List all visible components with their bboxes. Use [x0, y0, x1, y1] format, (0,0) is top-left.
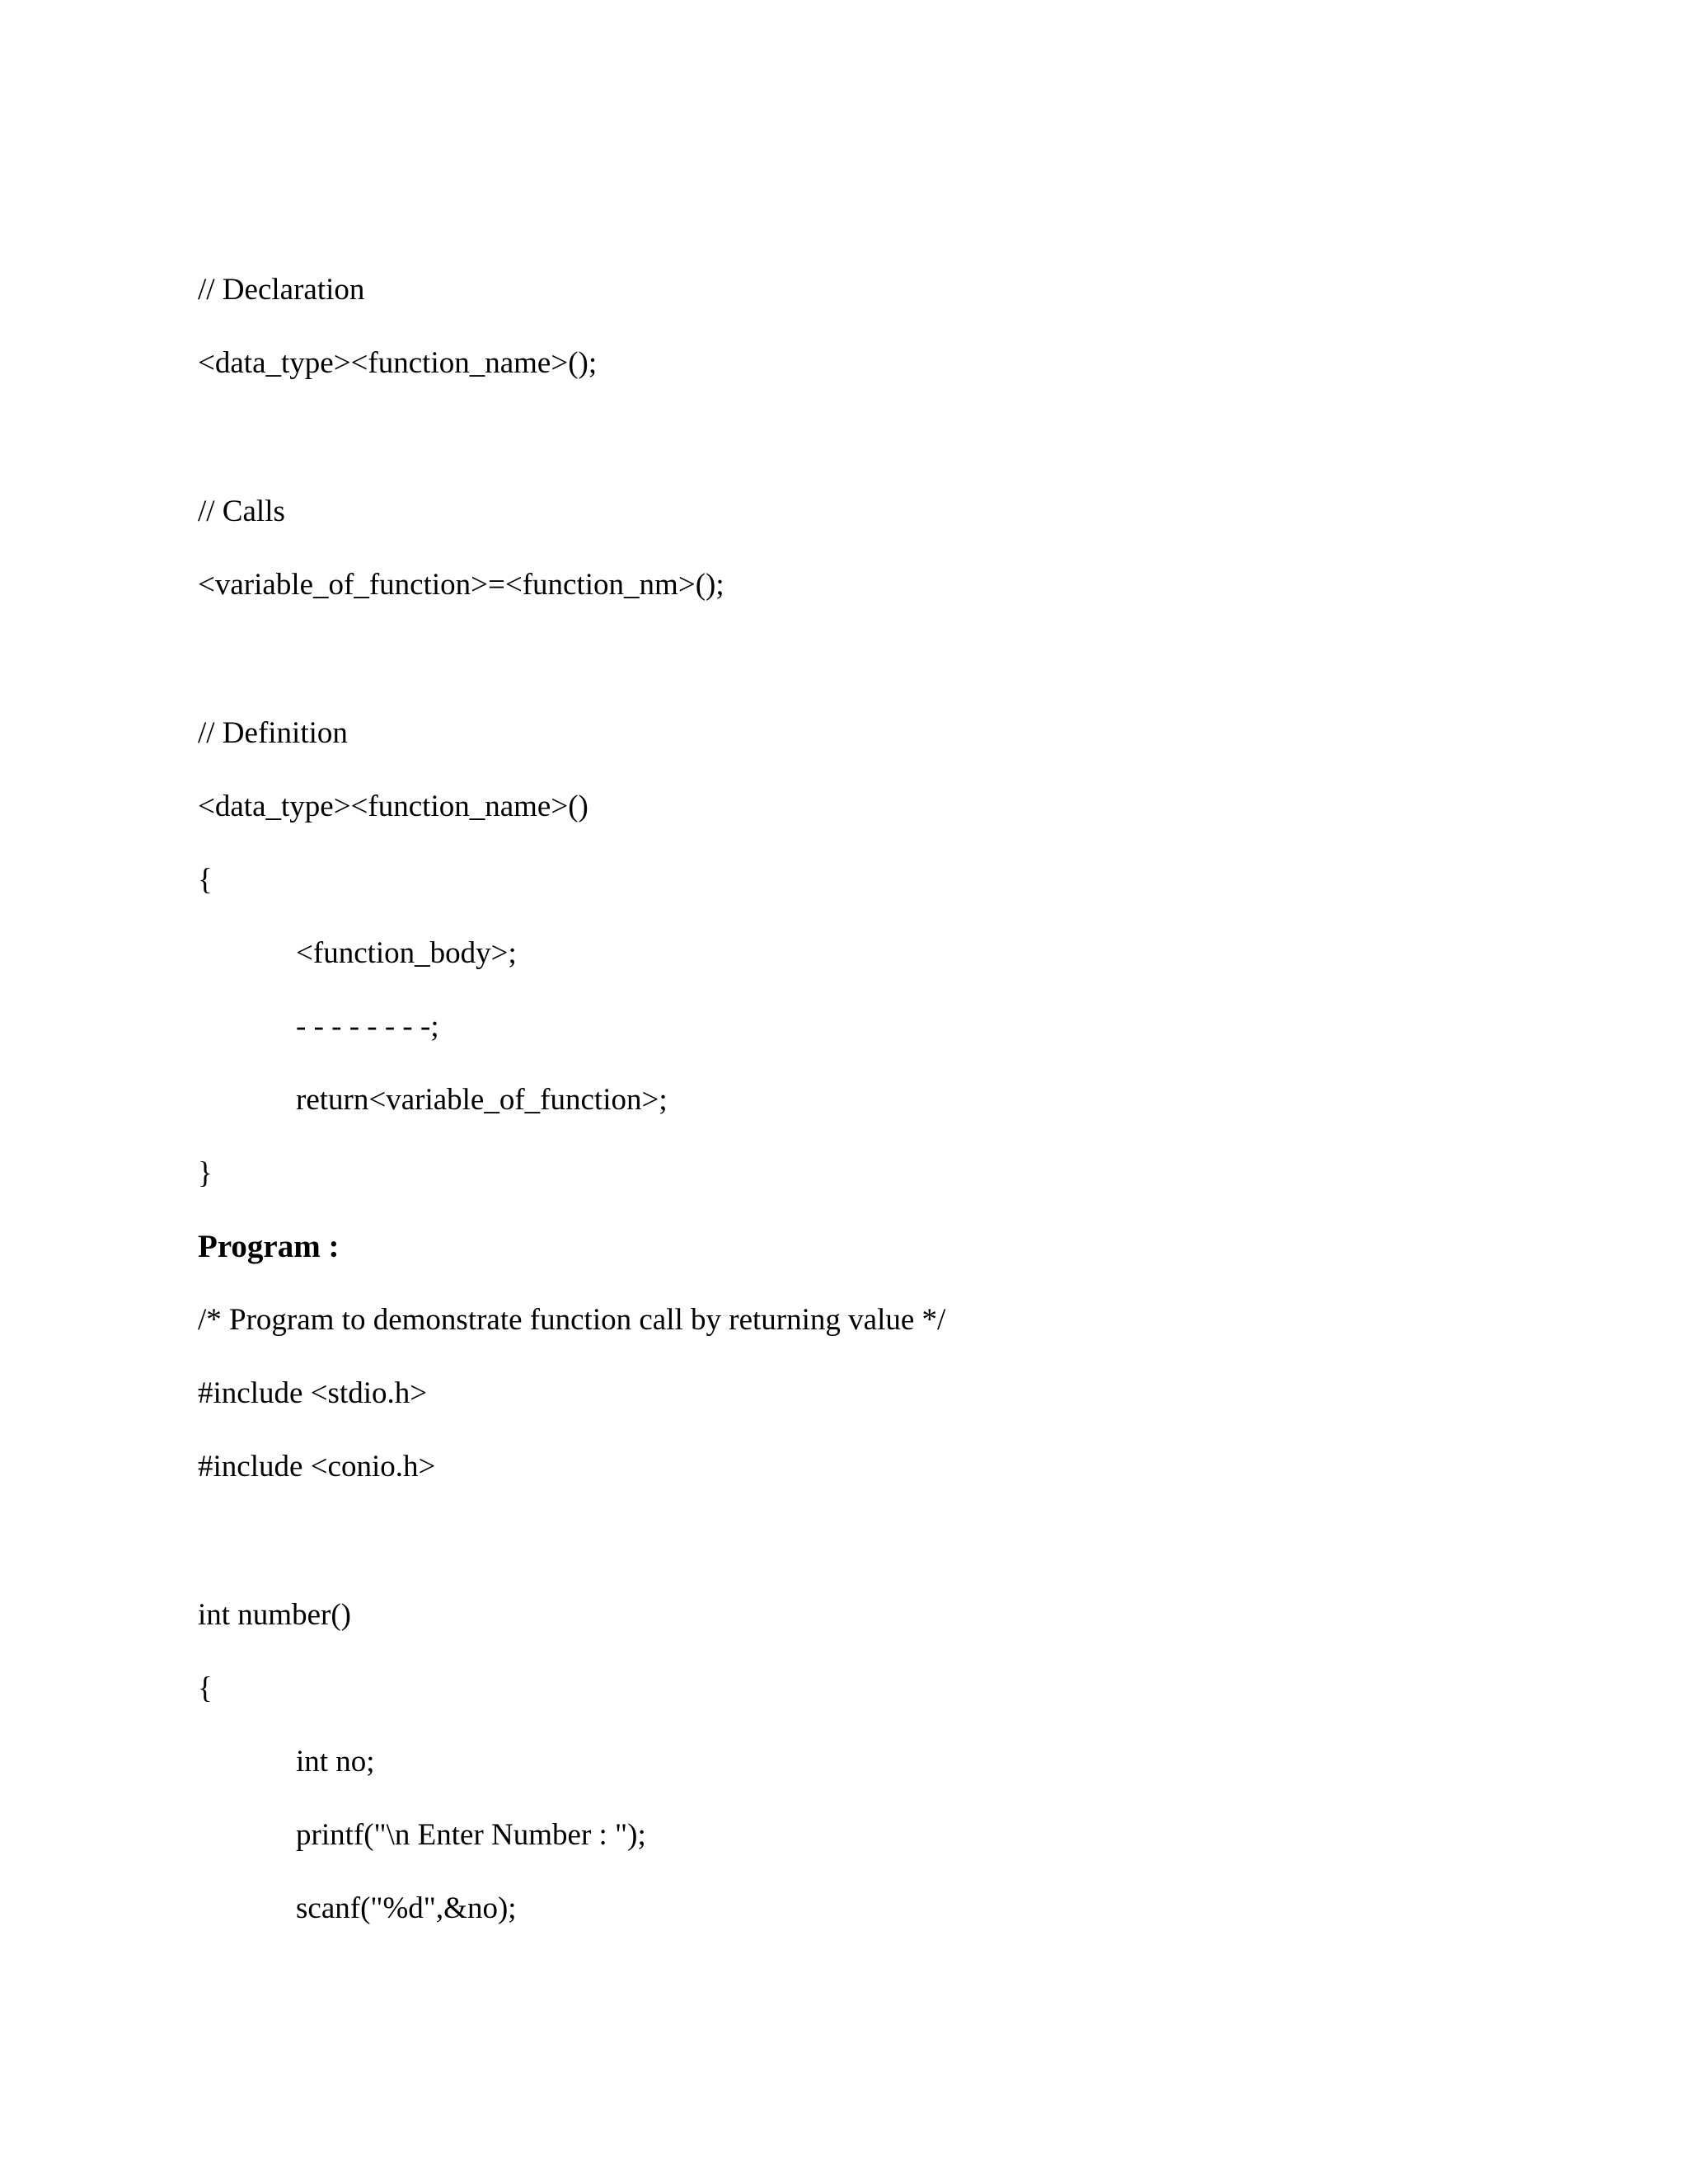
calls-syntax: <variable_of_function>=<function_nm>(); — [198, 568, 724, 602]
comment-definition: // Definition — [198, 716, 348, 750]
include-conio: #include <conio.h> — [198, 1450, 436, 1483]
definition-open-brace: { — [198, 863, 213, 897]
include-stdio: #include <stdio.h> — [198, 1376, 428, 1410]
function-declare-no: int no; — [296, 1745, 375, 1779]
program-comment: /* Program to demonstrate function call by returning value */ — [198, 1303, 946, 1337]
function-printf: printf("\n Enter Number : "); — [296, 1818, 646, 1852]
function-scanf: scanf("%d",&no); — [296, 1891, 517, 1925]
declaration-syntax: <data_type><function_name>(); — [198, 346, 598, 380]
definition-return: return<variable_of_function>; — [296, 1083, 668, 1117]
definition-body: <function_body>; — [296, 936, 517, 970]
program-heading: Program : — [198, 1229, 340, 1264]
comment-declaration: // Declaration — [198, 273, 365, 307]
function-signature: int number() — [198, 1598, 351, 1632]
comment-calls: // Calls — [198, 494, 285, 528]
definition-signature: <data_type><function_name>() — [198, 790, 588, 823]
definition-ellipsis: - - - - - - - -; — [296, 1010, 439, 1043]
function-open-brace: { — [198, 1671, 213, 1705]
definition-close-brace: } — [198, 1156, 213, 1190]
